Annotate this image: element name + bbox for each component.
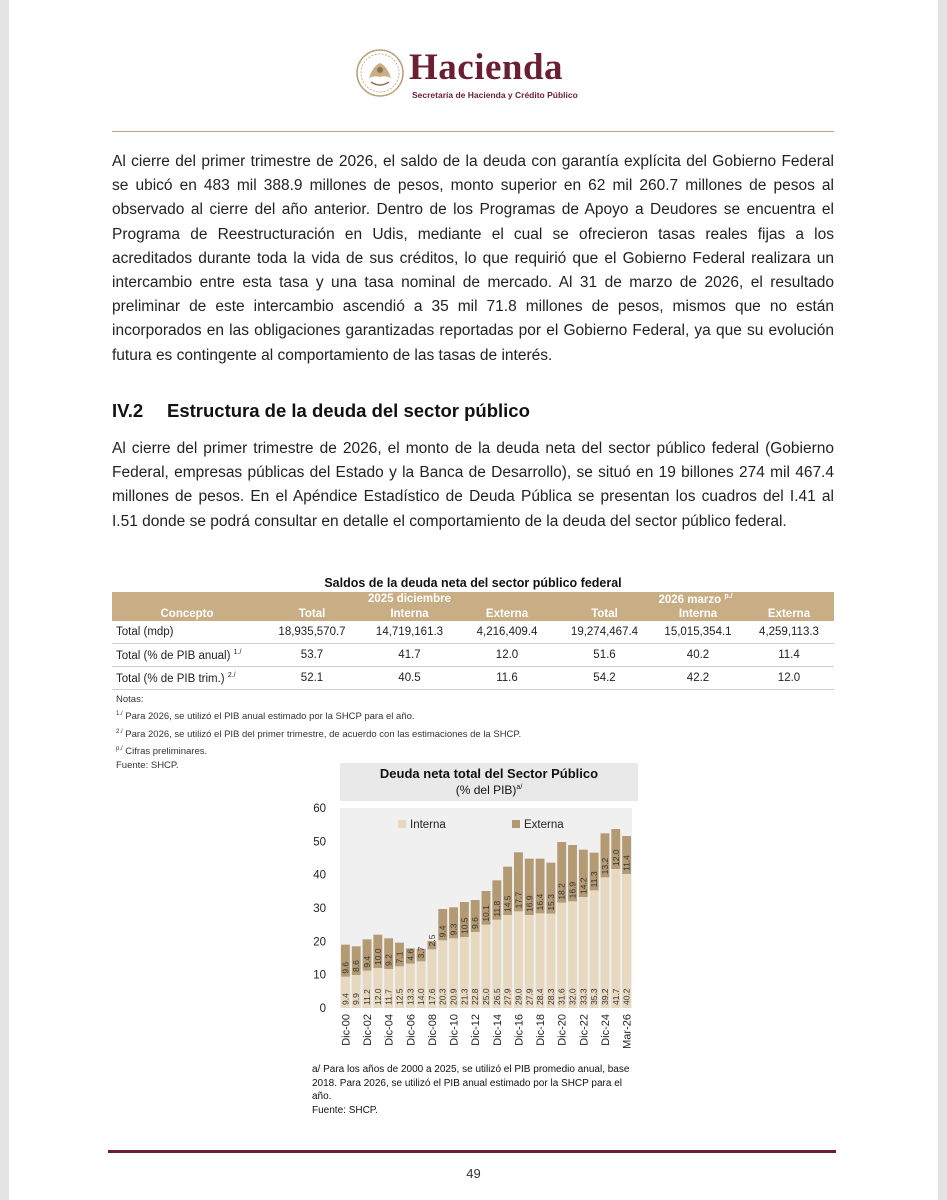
- bar-interna: [611, 869, 620, 1008]
- chart-header: [340, 763, 638, 801]
- chart-note: [312, 1063, 642, 1117]
- data-label-externa: 13.2: [599, 857, 610, 875]
- paragraph-guaranteed-debt: Al cierre del primer trimestre de 2026, el saldo de la deuda con garantía explícita del Gobierno Federal se ubicó en 483 mil 388.9 millones de pesos, monto superior en 62 mil 260.7 millones de pesos al observado al cierre del año anterior. Dentro de los Programas de Apoyo a Deudores se encuentra el Programa de Reestructuración en Udis, mediante el cual se ofrecieron tasas reales fijas a los acreditados durante toda la vida de sus créditos, lo que requirió que el Gobierno Federal realizara un intercambio entre esta tasa y una tasa nominal de mercado. Al 31 de marzo de 2026, el resultado preliminar de este intercambio ascendió a 35 mil 71.8 millones de pesos, mismos que no están incorporados en las obligaciones garantizadas reportadas por el Gobierno Federal, ya que su evolución futura es contingente al comportamiento de las tasas de interés.: [112, 153, 834, 364]
- data-label-externa: 10.1: [481, 905, 491, 922]
- table-title: Saldos de la deuda neta del sector público federal: [324, 576, 622, 590]
- data-label-externa: 7.1: [394, 951, 405, 964]
- debt-table: [112, 592, 834, 690]
- page-border-left: [0, 0, 9, 1200]
- data-label-interna: 32.0: [567, 988, 578, 1005]
- data-label-interna: 27.9: [524, 988, 535, 1005]
- page-number: 49: [466, 1166, 481, 1181]
- table-row: [112, 621, 834, 644]
- table-notes: [116, 693, 521, 773]
- data-label-interna: 9.9: [351, 993, 362, 1005]
- bar-interna: [601, 877, 610, 1008]
- table-col-header: Externa: [457, 606, 557, 621]
- data-label-externa: 16.9: [524, 895, 535, 912]
- data-label-externa: 12.0: [610, 849, 621, 866]
- data-label-externa: 16.9: [567, 881, 578, 899]
- header-rule: [112, 131, 834, 132]
- x-tick-label: Dic-04: [383, 1014, 396, 1046]
- page-border-right: [938, 0, 947, 1200]
- data-label-interna: 35.3: [589, 988, 600, 1005]
- x-tick-label: Dic-00: [340, 1014, 353, 1046]
- chart-source: Fuente: SHCP.: [312, 1104, 378, 1116]
- data-label-interna: 12.5: [394, 988, 405, 1005]
- table-header-2025: 2025 diciembre: [262, 592, 557, 606]
- legend-label: Interna: [410, 819, 446, 831]
- x-tick-label: Dic-22: [578, 1014, 591, 1046]
- data-label-interna: 41.7: [610, 988, 621, 1005]
- data-label-interna: 11.7: [383, 989, 394, 1005]
- x-tick-label: Dic-08: [426, 1014, 439, 1046]
- table-header-concepto: Concepto: [112, 606, 262, 621]
- section-heading: [112, 400, 530, 422]
- table-header-2026: 2026 marzo $^{p./}$: [557, 592, 834, 606]
- table-header-blank: [112, 592, 262, 606]
- table-cell: 11.6: [457, 667, 557, 690]
- table-cell: 52.1: [262, 667, 362, 690]
- row-label: Total (mdp): [112, 621, 262, 644]
- legend-swatch: [512, 820, 520, 828]
- table-row: [112, 667, 834, 690]
- data-label-interna: 21.3: [459, 988, 470, 1005]
- x-tick-label: Dic-16: [513, 1014, 526, 1046]
- data-label-interna: 28.3: [545, 988, 556, 1005]
- y-tick-label: 40: [313, 869, 326, 882]
- x-tick-label: Dic-20: [556, 1014, 569, 1046]
- data-label-interna: 25.0: [481, 988, 491, 1005]
- y-tick-label: 30: [313, 903, 326, 915]
- table-cell: 11.4: [744, 644, 834, 667]
- data-label-interna: 11.2: [362, 989, 373, 1005]
- table-cell: 53.7: [262, 644, 362, 667]
- data-label-interna: 31.6: [556, 988, 567, 1005]
- data-label-externa: 18.2: [556, 883, 567, 900]
- data-label-externa: 14.2: [578, 877, 589, 894]
- data-label-externa: 10.5: [459, 917, 470, 934]
- table-source: Fuente: SHCP.: [116, 760, 179, 772]
- row-label: Total (% de PIB trim.) $^{2./}$: [112, 667, 262, 690]
- table-cell: 14,719,161.3: [362, 621, 457, 644]
- brand-subtitle: Secretaría de Hacienda y Crédito Público: [412, 90, 578, 100]
- y-tick-label: 60: [313, 803, 326, 815]
- debt-chart: [300, 800, 640, 1062]
- data-label-externa: 14.5: [502, 895, 513, 912]
- table-col-header: Interna: [362, 606, 457, 621]
- y-tick-label: 10: [313, 969, 326, 982]
- table-cell: 40.2: [652, 644, 744, 667]
- note-item: $^{p./}$ Cifras preliminares.: [116, 745, 208, 758]
- table-cell: 51.6: [557, 644, 652, 667]
- data-label-externa: 17.7: [513, 891, 524, 909]
- data-label-externa: 15.3: [545, 894, 556, 911]
- data-label-interna: 29.0: [513, 988, 524, 1005]
- x-tick-label: Dic-24: [599, 1014, 612, 1046]
- notes-title: Notas:: [116, 694, 144, 705]
- data-label-interna: 17.6: [426, 988, 437, 1005]
- table-cell: 4,216,409.4: [457, 621, 557, 644]
- table-cell: 15,015,354.1: [652, 621, 744, 644]
- footer-rule: [108, 1150, 836, 1153]
- x-tick-label: Mar-26: [621, 1014, 634, 1049]
- table-cell: 19,274,467.4: [557, 621, 652, 644]
- y-tick-label: 0: [319, 1003, 326, 1015]
- x-tick-label: Dic-12: [470, 1014, 483, 1046]
- data-label-externa: 9.6: [470, 917, 481, 929]
- table-cell: 12.0: [744, 667, 834, 690]
- table-cell: 41.7: [362, 644, 457, 667]
- x-tick-label: Dic-06: [405, 1014, 418, 1046]
- x-tick-label: Dic-02: [362, 1014, 375, 1046]
- table-cell: 40.5: [362, 667, 457, 690]
- x-tick-label: Dic-18: [535, 1014, 548, 1046]
- data-label-externa: 9.6: [340, 961, 351, 974]
- data-label-interna: 27.9: [502, 988, 513, 1005]
- data-label-interna: 26.5: [491, 988, 502, 1005]
- data-label-externa: 11.4: [621, 855, 632, 871]
- data-label-interna: 12.0: [372, 988, 383, 1005]
- chart-subtitle: (% del PIB)$^{a/}$: [455, 783, 523, 797]
- y-tick-label: 20: [313, 936, 326, 949]
- chart-title: Deuda neta total del Sector Público: [379, 766, 599, 781]
- data-label-externa: 10.0: [372, 948, 383, 965]
- section-number: IV.2: [112, 400, 144, 421]
- data-label-externa: 9.3: [448, 923, 459, 936]
- seal-icon: [355, 48, 405, 98]
- data-label-externa: 4.6: [405, 948, 416, 961]
- table-col-header: Total: [557, 606, 652, 621]
- data-label-interna: 28.4: [535, 988, 546, 1005]
- data-label-externa: 11.3: [589, 871, 600, 888]
- paragraph-net-debt: Al cierre del primer trimestre de 2026, el monto de la deuda neta del sector público federal (Gobierno Federal, empresas públicas del Estado y la Banca de Desarrollo), se situó en 19 billones 274 mil 467.4 millones de pesos. En el Apéndice Estadístico de Deuda Pública se presentan los cuadros del I.41 al I.51 donde se podrá consultar en detalle el comportamiento de la deuda del sector público federal.: [112, 440, 834, 530]
- legend-label: Externa: [524, 819, 564, 831]
- data-label-interna: 22.8: [470, 988, 481, 1005]
- table-col-header: Total: [262, 606, 362, 621]
- x-tick-label: Dic-14: [491, 1014, 504, 1046]
- table-cell: 18,935,570.7: [262, 621, 362, 644]
- data-label-externa: 16.4: [535, 893, 546, 911]
- data-label-externa: 9.2: [383, 954, 394, 966]
- data-label-interna: 33.3: [578, 988, 589, 1005]
- data-label-interna: 39.2: [599, 988, 610, 1005]
- table-col-header: Interna: [652, 606, 744, 621]
- section-title: Estructura de la deuda del sector público: [167, 400, 530, 421]
- data-label-interna: 40.2: [621, 988, 632, 1005]
- table-cell: 42.2: [652, 667, 744, 690]
- data-label-externa: 8.6: [351, 960, 362, 972]
- note-item: $^{1./}$ Para 2026, se utilizó el PIB anual estimado por la SHCP para el año.: [116, 711, 415, 723]
- table-row: [112, 644, 834, 667]
- hacienda-logo: [355, 44, 585, 104]
- chart-footnote: a/ Para los años de 2000 a 2025, se utilizó el PIB promedio anual, base 2018. Para 2026, se utilizó el PIB anual estimado por la SHCP para el año.: [312, 1064, 630, 1102]
- brand-name: Hacienda: [409, 47, 564, 88]
- data-label-externa: 2.5: [426, 934, 437, 947]
- y-tick-label: 50: [313, 836, 326, 849]
- row-label: Total (% de PIB anual) $^{1./}$: [112, 644, 262, 667]
- table-col-header: Externa: [744, 606, 834, 621]
- data-label-interna: 14.0: [416, 988, 427, 1005]
- data-label-externa: 9.4: [362, 955, 373, 968]
- data-label-externa: 11.8: [491, 900, 502, 917]
- table-cell: 12.0: [457, 644, 557, 667]
- data-label-externa: 3.7: [416, 946, 427, 959]
- note-item: $^{2./}$ Para 2026, se utilizó el PIB del primer trimestre, de acuerdo con las estimaciones de la SHCP.: [116, 728, 522, 740]
- data-label-interna: 13.3: [405, 988, 416, 1005]
- data-label-interna: 20.9: [448, 988, 459, 1005]
- x-tick-label: Dic-10: [448, 1014, 461, 1046]
- table-cell: 54.2: [557, 667, 652, 690]
- bar-interna: [622, 874, 631, 1008]
- data-label-interna: 9.4: [340, 993, 351, 1005]
- data-label-externa: 9.4: [437, 925, 448, 938]
- legend-swatch: [398, 820, 406, 828]
- data-label-interna: 20.3: [437, 988, 448, 1005]
- table-cell: 4,259,113.3: [744, 621, 834, 644]
